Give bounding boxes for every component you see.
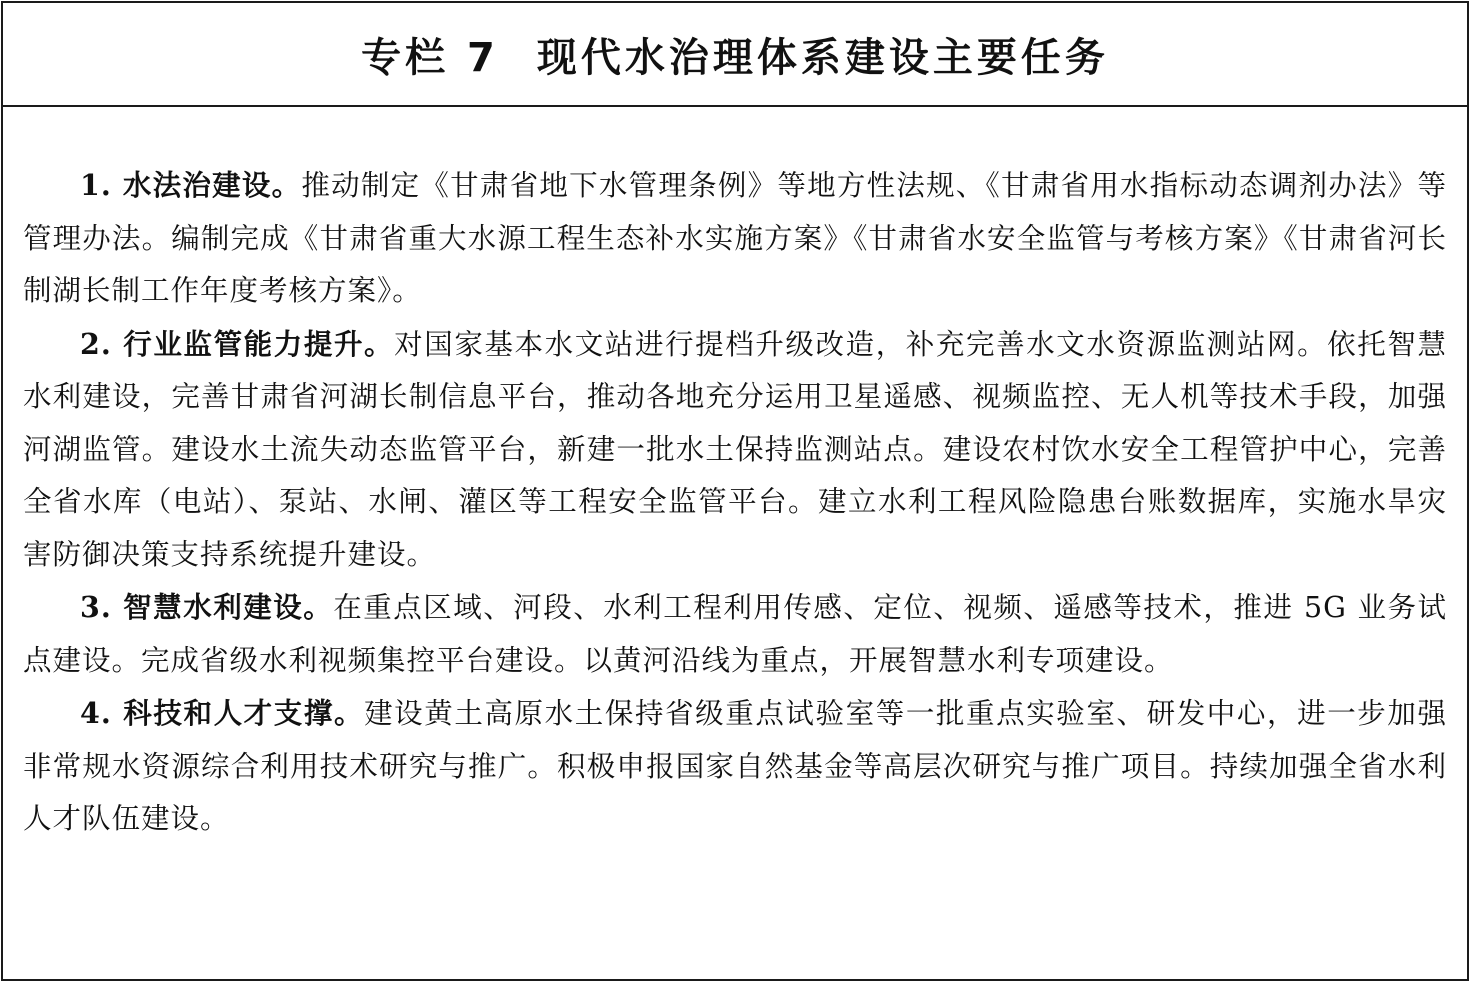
column-title-text: 现代水治理体系建设主要任务	[536, 34, 1109, 81]
column-body	[3, 107, 1467, 846]
task-heading: 1. 水法治建设。	[80, 168, 302, 202]
task-text: 建设黄土高原水土保持省级重点试验室等一批重点实验室、研发中心，进一步加强非常规水资源综合利用技术研究与推广。积极申报国家自然基金等高层次研究与推广项目。持续加强全省水利人才队伍建设。	[23, 697, 1447, 835]
task-heading: 3. 智慧水利建设。	[80, 590, 334, 624]
task-heading: 2. 行业监管能力提升。	[80, 326, 395, 361]
column-title	[361, 26, 1109, 83]
column-box	[1, 1, 1469, 981]
task-paragraph	[23, 581, 1447, 687]
column-header	[3, 3, 1467, 107]
task-heading: 4. 科技和人才支撑。	[80, 696, 365, 730]
task-paragraph	[23, 159, 1447, 318]
task-paragraph	[23, 687, 1447, 846]
task-text: 推动制定《甘肃省地下水管理条例》等地方性法规、《甘肃省用水指标动态调剂办法》等管理办法。编制完成《甘肃省重大水源工程生态补水实施方案》《甘肃省水安全监管与考核方案》《甘肃省河长制湖长制工作年度考核方案》。	[23, 169, 1447, 307]
task-paragraph	[23, 318, 1447, 582]
task-text: 在重点区域、河段、水利工程利用传感、定位、视频、遥感等技术，推进 5G 业务试点建设。完成省级水利视频集控平台建设。以黄河沿线为重点，开展智慧水利专项建设。	[23, 591, 1447, 677]
column-label: 专栏 7	[361, 34, 499, 81]
task-text: 对国家基本水文站进行提档升级改造，补充完善水文水资源监测站网。依托智慧水利建设，完善甘肃省河湖长制信息平台，推动各地充分运用卫星遥感、视频监控、无人机等技术手段，加强河湖监管。建设水土流失动态监管平台，新建一批水土保持监测站点。建设农村饮水安全工程管护中心，完善全省水库（电站）、泵站、水闸、灌区等工程安全监管平台。建立水利工程风险隐患台账数据库，实施水旱灾害防御决策支持系统提升建设。	[23, 327, 1447, 571]
